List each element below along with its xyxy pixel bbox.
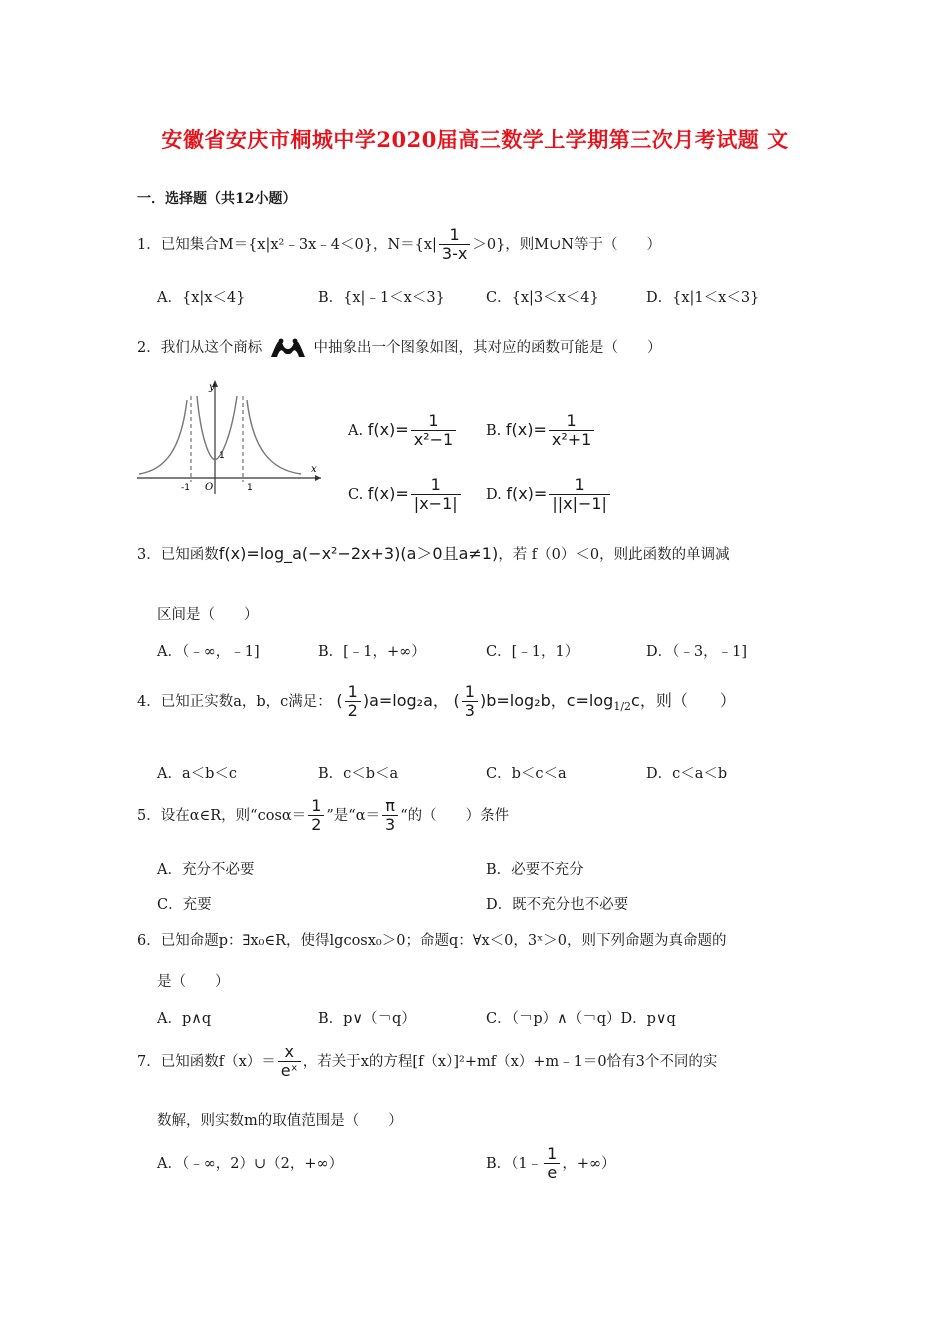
q1-option-c: C．{x|3＜x＜4} <box>486 290 599 306</box>
q6-option-a: A．p∧q <box>157 1011 212 1027</box>
origin-label: O <box>205 482 214 493</box>
q7-option-a: A．（﹣∞，2）∪（2，+∞） <box>157 1156 344 1172</box>
question-3-line2: 区间是（ ） <box>157 607 259 623</box>
question-6: 6．已知命题p：∃x₀∈R，使得lgcosx₀＞0；命题q：∀x＜0，3ˣ＞0，则下列命题为真命题的 <box>137 933 727 949</box>
tick-y1: 1 <box>219 451 225 461</box>
q1-option-b: B．{x|﹣1＜x＜3} <box>318 290 445 306</box>
q1-option-a: A．{x|x＜4} <box>157 290 246 306</box>
question-2: 2．我们从这个商标 中抽象出一个图象如图，其对应的函数可能是（ ） <box>137 336 661 359</box>
q3-option-c: C．[﹣1，1） <box>486 644 580 660</box>
q5-option-b: B．必要不充分 <box>486 862 584 878</box>
q4-option-a: A．a＜b＜c <box>157 766 238 782</box>
x-axis-label: x <box>311 464 317 475</box>
section-heading: 一．选择题（共12小题） <box>137 191 297 207</box>
fraction: $\frac{1}{3-x}$ <box>439 226 470 264</box>
question-4: 4．已知正实数a，b，c满足： ( $\frac{1}{2}$ )a=log₂a， ( $\frac{1}{3}$ )b=log₂b，$c=\log_{1/2}c$，则（ ） <box>137 682 736 721</box>
q4-option-d: D．c＜a＜b <box>646 766 728 782</box>
q5-option-a: A．充分不必要 <box>157 862 255 878</box>
q3-option-b: B．[﹣1，+∞） <box>318 644 426 660</box>
q3-option-d: D．（﹣3，﹣1] <box>646 644 747 660</box>
question-7: 7．已知函数f（x）＝ $\frac{x}{\text{eˣ}}$ ，若关于x的方程[f（x）]²+mf（x）+m﹣1＝0恰有3个不同的实 <box>137 1042 718 1081</box>
question-7-line2: 数解，则实数m的取值范围是（ ） <box>157 1113 403 1129</box>
tick-neg1: -1 <box>181 483 190 493</box>
q6-option-b: B．p∨（￢q） <box>318 1011 416 1027</box>
q2-option-b: B. f(x)= $\frac{1}{\text{x²+1}}$ <box>486 412 596 450</box>
y-axis-label: y <box>209 382 215 393</box>
q2-option-d: D. f(x)= $\frac{1}{||x|-1|}$ <box>486 476 612 514</box>
question-3: 3．已知函数f(x)=log_a(−x²−2x+3)(a＞0且a≠1)，若 f（0）＜0，则此函数的单调减 <box>137 544 730 563</box>
question-6-line2: 是（ ） <box>157 974 230 990</box>
q7-option-b: B．（1﹣ $\frac{1}{e}$ ，+∞） <box>486 1144 616 1183</box>
q3-option-a: A．（﹣∞，﹣1] <box>157 644 260 660</box>
q2-option-a: A. f(x)= $\frac{1}{\text{x²−1}}$ <box>348 412 458 450</box>
q1-option-d: D．{x|1＜x＜3} <box>646 290 760 306</box>
q5-option-c: C．充要 <box>157 897 212 913</box>
q5-option-d: D．既不充分也不必要 <box>486 897 629 913</box>
kappa-logo-icon <box>269 337 307 359</box>
function-graph <box>135 378 325 496</box>
page-title: 安徽省安庆市桐城中学2020届高三数学上学期第三次月考试题 文 <box>161 127 789 152</box>
q4-option-b: B．c＜b＜a <box>318 766 399 782</box>
tick-pos1: 1 <box>247 483 253 493</box>
q2-option-c: C. f(x)= $\frac{1}{|x-1|}$ <box>348 476 463 514</box>
question-1: 1．已知集合M＝{x|x²﹣3x﹣4＜0}，N＝{x| $\frac{1}{3-x}$ ＞0}，则M∪N等于（ ） <box>137 225 661 264</box>
question-5: 5．设在α∈R，则“cosα＝ $\frac{1}{2}$ ”是“α＝ $\frac{\pi}{3}$ “的（ ）条件 <box>137 796 510 835</box>
q4-option-c: C．b＜c＜a <box>486 766 567 782</box>
q6-option-c-d: C．（￢p）∧（￢q）D．p∨q <box>486 1011 676 1027</box>
